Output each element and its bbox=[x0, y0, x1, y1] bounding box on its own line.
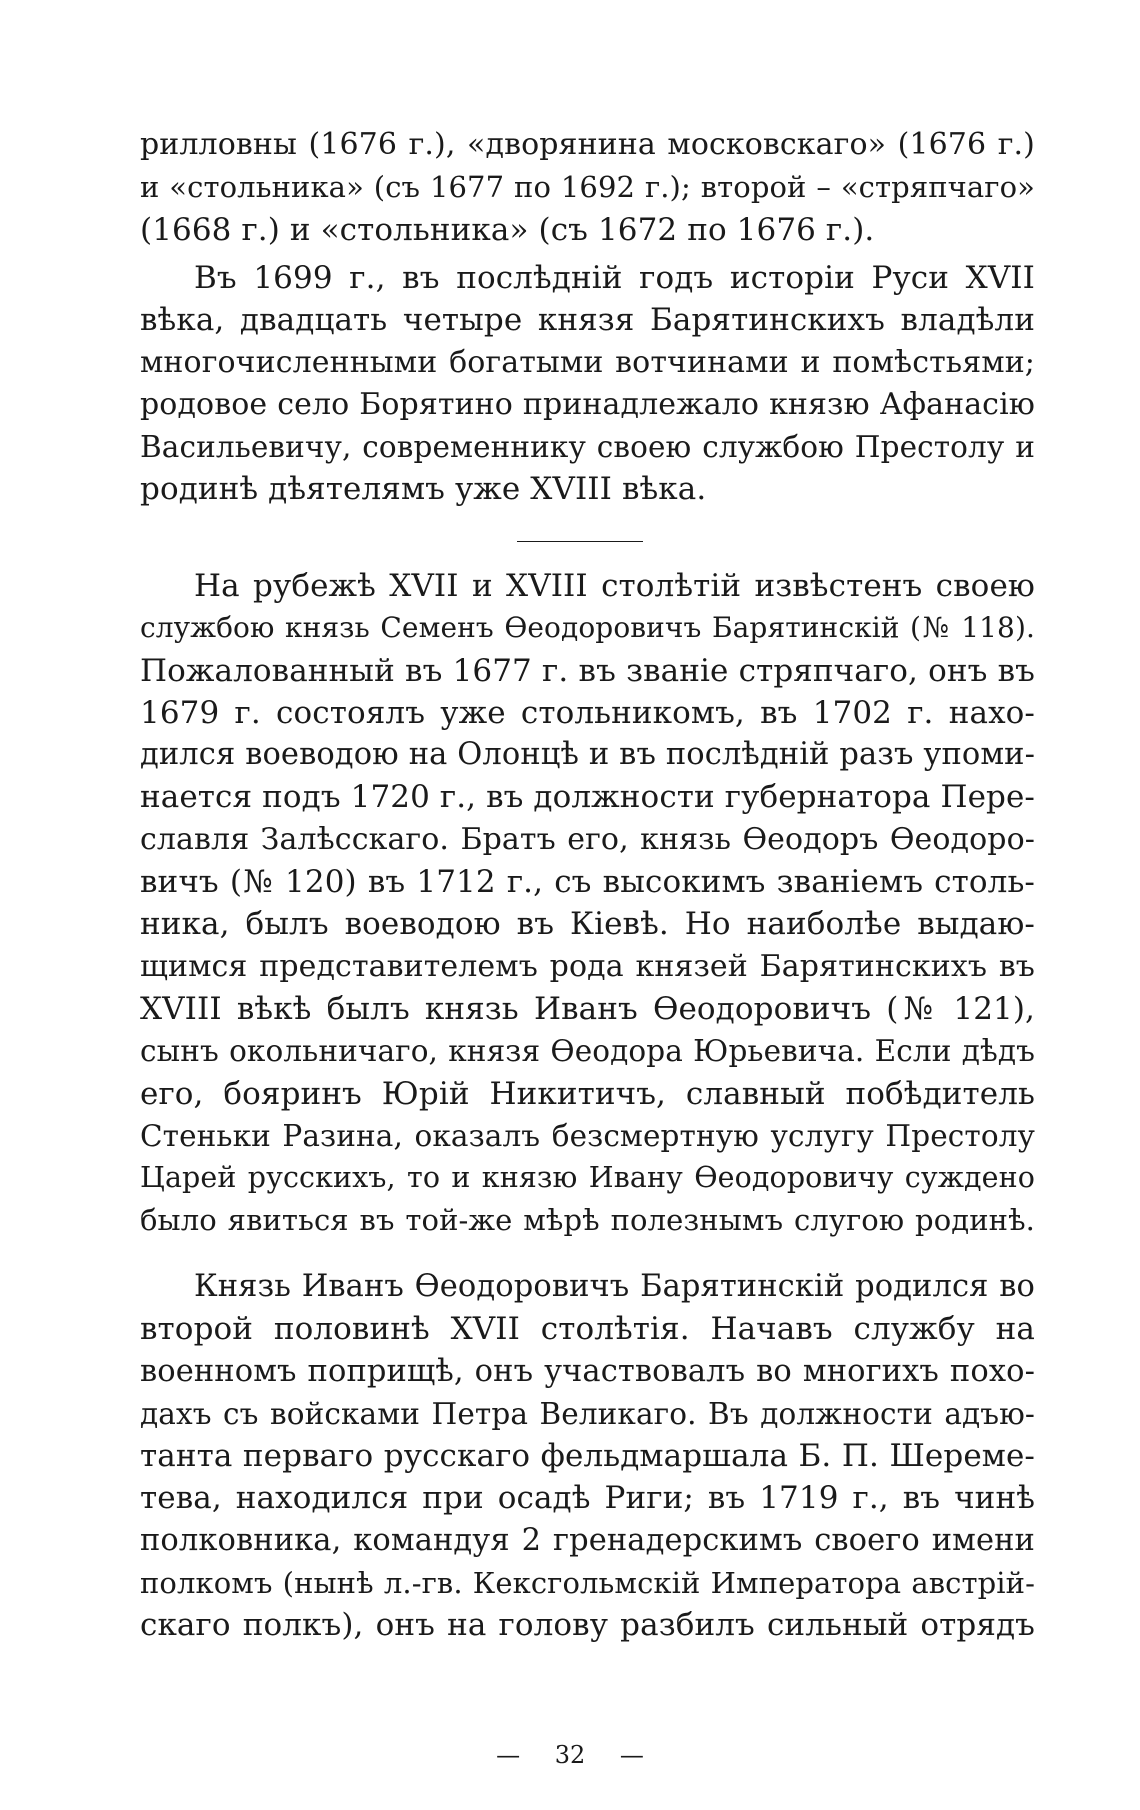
paragraph-continuation bbox=[140, 124, 1035, 251]
text-line: вѣка, двадцать четыре князя Барятинскихъ владѣли bbox=[140, 302, 1035, 339]
paragraph-1699 bbox=[140, 257, 1035, 511]
text-line: вичъ (№ 120) въ 1712 г., съ высокимъ званіемъ столь- bbox=[140, 864, 1035, 901]
text-line: На рубежѣ XVII и XVIII столѣтій извѣстенъ своею bbox=[194, 568, 1035, 604]
text-line: тева, находился при осадѣ Риги; въ 1719 г., въ чинѣ bbox=[140, 1480, 1035, 1517]
text-line: было явиться въ той-же мѣрѣ полезнымъ слугою родинѣ. bbox=[140, 1203, 1035, 1238]
text-line: Пожалованный въ 1677 г. въ званіе стряпчаго, онъ въ bbox=[140, 652, 1035, 689]
text-line: славля Залѣсскаго. Братъ его, князь Ѳеодоръ Ѳеодоро- bbox=[140, 821, 1035, 857]
text-line: (1668 г.) и «стольника» (съ 1672 по 1676 г.). bbox=[140, 211, 875, 248]
text-line: Князь Иванъ Ѳеодоровичъ Барятинскій родился во bbox=[194, 1269, 1035, 1304]
paragraph-semen bbox=[140, 565, 1035, 1242]
text-line: полковника, командуя 2 гренадерскимъ своего имени bbox=[140, 1522, 1035, 1558]
paragraph-ivan bbox=[140, 1266, 1035, 1647]
text-line: сынъ окольничаго, князя Ѳеодора Юрьевича. Если дѣдъ bbox=[140, 1034, 1035, 1069]
text-line: родовое село Борятино принадлежало князю Афанасію bbox=[140, 386, 1035, 422]
text-line: военномъ поприщѣ, онъ участвовалъ во многихъ похо- bbox=[140, 1353, 1035, 1389]
text-line: нается подъ 1720 г., въ должности губернатора Пере- bbox=[140, 779, 1035, 816]
text-line: Стеньки Разина, оказалъ безсмертную услугу Престолу bbox=[140, 1118, 1035, 1153]
text-line: танта перваго русскаго фельдмаршала Б. П. Шереме- bbox=[140, 1438, 1035, 1475]
page-number-footer bbox=[0, 1740, 1140, 1770]
page-number: 32 bbox=[554, 1741, 586, 1769]
text-line: Васильевичу, современнику своею службою Престолу и bbox=[140, 430, 1035, 465]
text-line: XVIII вѣкѣ былъ князь Иванъ Ѳеодоровичъ (№ 121), bbox=[140, 990, 1035, 1027]
text-line: и «стольника» (съ 1677 по 1692 г.); второй – «стряпчаго» bbox=[140, 170, 1035, 205]
text-line: многочисленными богатыми вотчинами и помѣстьями; bbox=[140, 344, 1035, 380]
text-line: родинѣ дѣятелямъ уже XVIII вѣка. bbox=[140, 471, 707, 508]
text-line: скаго полкъ), онъ на голову разбилъ сильный отрядъ bbox=[140, 1607, 1035, 1644]
text-line: дился воеводою на Олонцѣ и въ послѣдній разъ упоми- bbox=[140, 737, 1035, 773]
section-divider bbox=[517, 541, 643, 542]
text-line: его, бояринъ Юрій Никитичъ, славный побѣдитель bbox=[140, 1075, 1035, 1112]
text-line: второй половинѣ XVII столѣтія. Начавъ службу на bbox=[140, 1311, 1035, 1348]
text-line: рилловны (1676 г.), «дворянина московскаго» (1676 г.) bbox=[140, 127, 1035, 162]
text-line: ника, былъ воеводою въ Кіевѣ. Но наиболѣе выдаю- bbox=[140, 906, 1035, 943]
text-line: службою князь Семенъ Ѳеодоровичъ Барятинскій (№ 118). bbox=[140, 611, 1035, 645]
text-line: дахъ съ войсками Петра Великаго. Въ должности адъю- bbox=[140, 1396, 1035, 1431]
folio-dash-right: — bbox=[619, 1741, 644, 1769]
text-line: щимся представителемъ рода князей Барятинскихъ въ bbox=[140, 948, 1035, 984]
folio-dash-left: — bbox=[496, 1741, 521, 1769]
text-line: 1679 г. состоялъ уже стольникомъ, въ 1702 г. нахо- bbox=[140, 694, 1035, 731]
text-line: полкомъ (нынѣ л.-гв. Кексгольмскій Императора австрій- bbox=[140, 1566, 1035, 1601]
text-line: Царей русскихъ, то и князю Ивану Ѳеодоровичу суждено bbox=[140, 1161, 1035, 1195]
text-line: Въ 1699 г., въ послѣдній годъ исторіи Руси XVII bbox=[194, 260, 1035, 296]
